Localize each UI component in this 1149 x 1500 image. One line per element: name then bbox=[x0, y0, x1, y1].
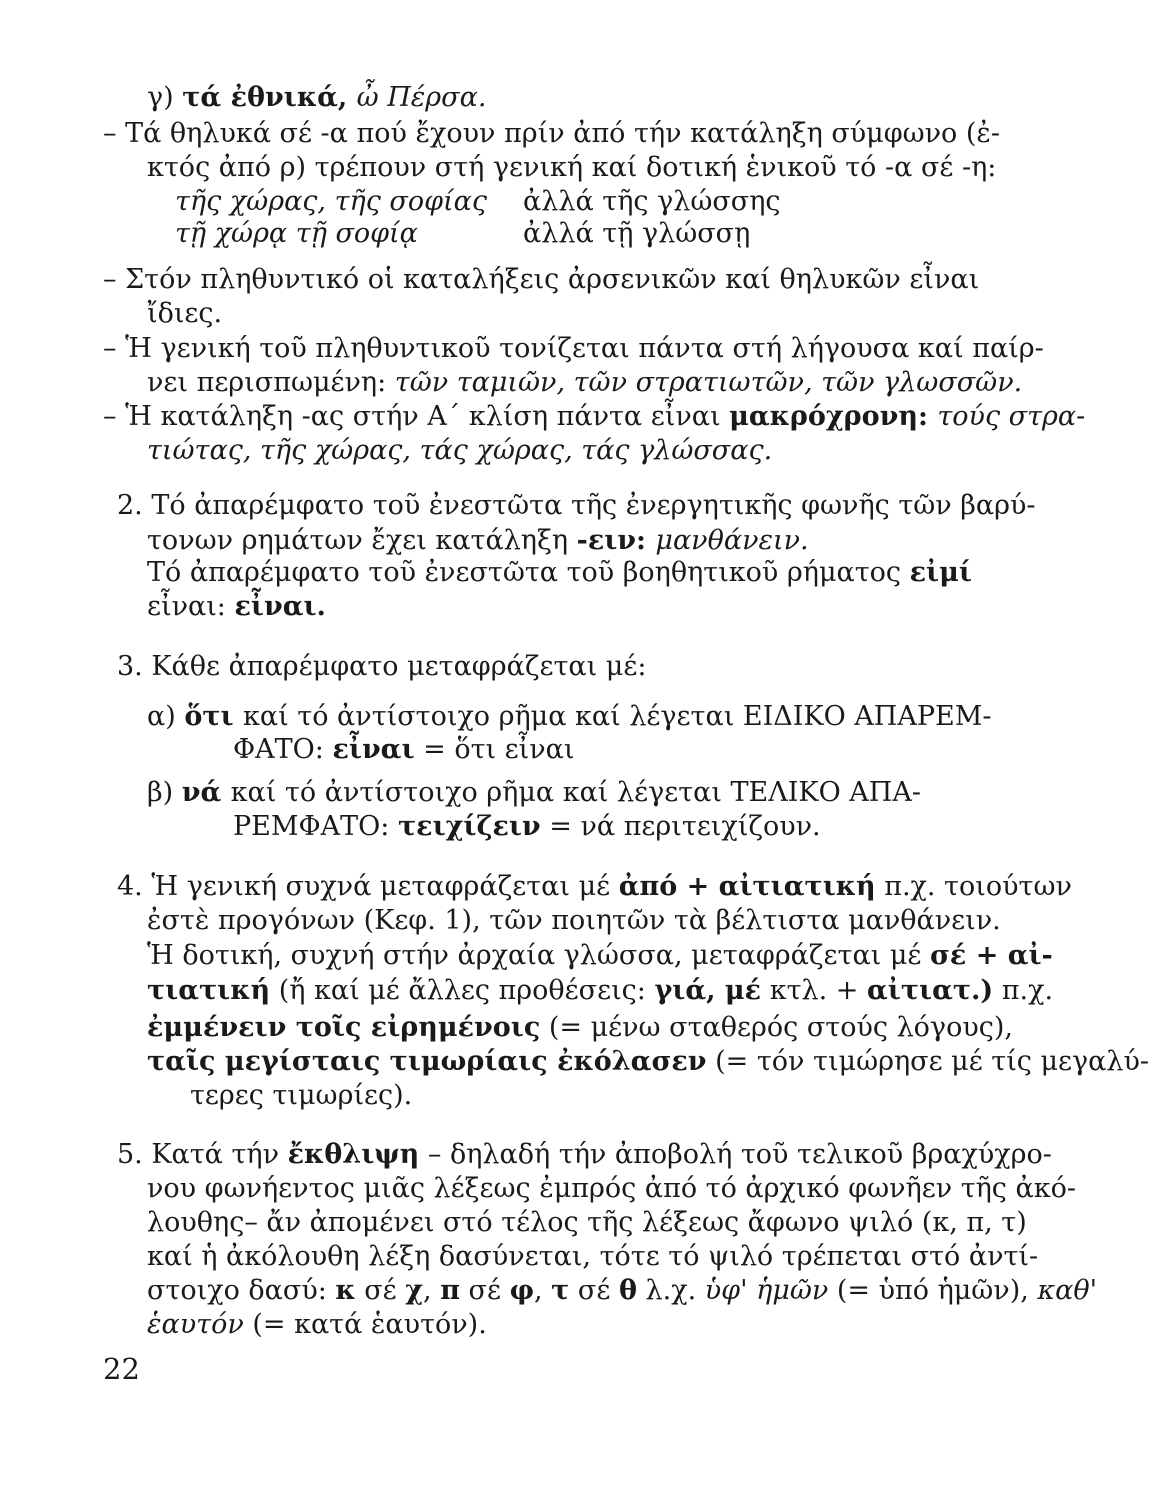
text-line bbox=[190, 1079, 412, 1113]
text-line bbox=[103, 332, 1044, 366]
text-run: εἶναι bbox=[332, 734, 415, 765]
text-line bbox=[147, 151, 996, 185]
text-line bbox=[117, 650, 646, 684]
text-run: σέ bbox=[569, 1275, 619, 1306]
text-run: α) bbox=[147, 701, 185, 732]
text-run: 5. Κατά τήν bbox=[117, 1139, 288, 1170]
text-line bbox=[147, 974, 1053, 1008]
text-run: – Ἡ κατάληξη -ας στήν Α΄ κλίση πάντα εἶναι bbox=[103, 401, 730, 432]
text-run: χ bbox=[405, 1275, 424, 1306]
text-run: γιά, μέ bbox=[654, 975, 762, 1006]
text-run: τῇ χώρᾳ τῇ σοφίᾳ bbox=[175, 218, 418, 249]
text-line bbox=[147, 1240, 1038, 1274]
text-line bbox=[147, 904, 1001, 938]
text-run: τῶν ταμιῶν, τῶν στρατιωτῶν, τῶν γλωσσῶν. bbox=[394, 367, 1023, 398]
text-run: τιώτας, τῆς χώρας, τάς χώρας, τάς γλώσσας. bbox=[147, 435, 773, 466]
text-run: , bbox=[534, 1275, 552, 1306]
text-run: κτλ. + bbox=[761, 975, 867, 1006]
text-run: Ἡ δοτική, συχνή στήν ἀρχαία γλώσσα, μεταφράζεται μέ bbox=[147, 940, 930, 971]
text-run: (= ὑπό ἡμῶν), bbox=[828, 1275, 1038, 1306]
text-run: ἀπό + αἰτιατική bbox=[618, 871, 876, 902]
text-run: λ.χ. bbox=[636, 1275, 705, 1306]
text-run: ΦΑΤΟ: bbox=[233, 734, 333, 765]
text-run: – Στόν πληθυντικό οἱ καταλήξεις ἀρσενικῶν καί θηλυκῶν εἶναι bbox=[103, 264, 980, 295]
text-run: τιατική bbox=[147, 975, 271, 1006]
text-line bbox=[147, 434, 772, 468]
text-run: ἀλλά τῆς γλώσσης bbox=[523, 186, 781, 217]
text-line bbox=[147, 1011, 1013, 1045]
text-line bbox=[147, 1274, 1097, 1308]
text-run: β) bbox=[147, 777, 182, 808]
text-run: 3. Κάθε ἀπαρέμφατο μεταφράζεται μέ: bbox=[117, 651, 647, 682]
text-run: σέ + αἰ- bbox=[929, 940, 1053, 971]
text-line bbox=[103, 400, 1085, 434]
text-run: π.χ. bbox=[993, 975, 1054, 1006]
text-run: νου φωνήεντος μιᾶς λέξεως ἐμπρός ἀπό τό ἀρχικό φωνῆεν τῆς ἀκό- bbox=[147, 1173, 1076, 1204]
text-run: -ειν: bbox=[576, 525, 656, 556]
text-run: σέ bbox=[459, 1275, 510, 1306]
text-run: τονων ρημάτων ἔχει κατάληξη bbox=[147, 525, 577, 556]
text-run: τειχίζειν bbox=[397, 811, 541, 842]
text-run: ἀλλά τῇ γλώσσῃ bbox=[523, 218, 751, 249]
text-run: ΡΕΜΦΑΤΟ: bbox=[233, 811, 398, 842]
text-run: 4. Ἡ γενική συχνά μεταφράζεται μέ bbox=[117, 871, 619, 902]
text-run: κτός ἀπό ρ) τρέπουν στή γενική καί δοτική ἑνικοῦ τό -α σέ -η: bbox=[147, 152, 997, 183]
text-run: ὅτι bbox=[184, 701, 243, 732]
text-run: καί τό ἀντίστοιχο ρῆμα καί λέγεται ΕΙΔΙΚΟ ΑΠΑΡΕΜ- bbox=[243, 701, 992, 732]
text-line bbox=[147, 776, 921, 810]
text-line bbox=[523, 217, 750, 251]
text-run: – δηλαδή τήν ἀποβολή τοῦ τελικοῦ βραχύχρο- bbox=[419, 1139, 1052, 1170]
page-number: 22 bbox=[103, 1352, 140, 1386]
text-run: (= κατά ἑαυτόν). bbox=[243, 1309, 487, 1340]
text-run: καί ἡ ἀκόλουθη λέξη δασύνεται, τότε τό ψιλό τρέπεται στό ἀντί- bbox=[147, 1241, 1039, 1272]
text-run: καί τό ἀντίστοιχο ρῆμα καί λέγεται ΤΕΛΙΚΟ ΑΠΑ- bbox=[230, 777, 921, 808]
text-run: λουθης– ἄν ἀπομένει στό τέλος τῆς λέξεως ἄφωνο ψιλό (κ, π, τ) bbox=[147, 1207, 1027, 1238]
text-run: σέ bbox=[355, 1275, 406, 1306]
text-run: νά bbox=[181, 777, 231, 808]
text-line bbox=[147, 939, 1053, 973]
text-run: τερες τιμωρίες). bbox=[190, 1080, 413, 1111]
text-run: – Τά θηλυκά σέ -α πού ἔχουν πρίν ἀπό τήν κατάληξη σύμφωνο (ἐ- bbox=[103, 118, 1001, 149]
text-line bbox=[147, 1172, 1076, 1206]
text-line bbox=[147, 1045, 1149, 1079]
text-run: μακρόχρονη: bbox=[729, 401, 938, 432]
text-line bbox=[117, 1138, 1052, 1172]
text-run: τ bbox=[551, 1275, 570, 1306]
text-run: θ bbox=[618, 1275, 637, 1306]
text-run: – Ἡ γενική τοῦ πληθυντικοῦ τονίζεται πάντα στή λήγουσα καί παίρ- bbox=[103, 333, 1044, 364]
text-run: ταῖς μεγίσταις τιμωρίαις ἐκόλασεν bbox=[147, 1046, 707, 1077]
text-run: ὦ Πέρσα. bbox=[356, 82, 487, 113]
text-line bbox=[103, 117, 1000, 151]
text-run: ἐμμένειν τοῖς εἰρημένοις bbox=[147, 1012, 541, 1043]
text-run: εἶναι: bbox=[147, 591, 235, 622]
text-run: = νά περιτειχίζουν. bbox=[540, 811, 821, 842]
text-run: (= μένω σταθερός στούς λόγους), bbox=[540, 1012, 1013, 1043]
text-line bbox=[103, 263, 979, 297]
text-run: εἶναι. bbox=[234, 591, 326, 622]
text-line bbox=[117, 870, 1072, 904]
text-run: ὑφ' ἡμῶν bbox=[704, 1275, 829, 1306]
text-line bbox=[147, 1308, 487, 1342]
text-line bbox=[147, 1206, 1027, 1240]
text-line bbox=[523, 185, 781, 219]
text-run: ἐστὲ προγόνων (Κεφ. 1), τῶν ποιητῶν τὰ βέλτιστα μανθάνειν. bbox=[147, 905, 1001, 936]
text-run: ἔκθλιψη bbox=[287, 1139, 420, 1170]
text-line bbox=[147, 366, 1022, 400]
text-line bbox=[147, 524, 809, 558]
text-run: Τό ἀπαρέμφατο τοῦ ἐνεστῶτα τοῦ βοηθητικοῦ ρήματος bbox=[147, 557, 910, 588]
text-line bbox=[233, 810, 821, 844]
text-line bbox=[233, 733, 575, 767]
text-line bbox=[147, 590, 326, 624]
text-run: αἰτιατ.) bbox=[867, 975, 994, 1006]
text-run: φ bbox=[509, 1275, 534, 1306]
text-run: καθ' bbox=[1037, 1275, 1098, 1306]
text-run: , bbox=[423, 1275, 441, 1306]
text-run: π bbox=[440, 1275, 460, 1306]
text-run: 2. Τό ἀπαρέμφατο τοῦ ἐνεστῶτα τῆς ἐνεργητικῆς φωνῆς τῶν βαρύ- bbox=[117, 490, 1036, 521]
text-run: τούς στρα- bbox=[937, 401, 1086, 432]
text-run: ἴδιες. bbox=[147, 298, 223, 329]
text-run: π.χ. τοιούτων bbox=[875, 871, 1072, 902]
text-line bbox=[147, 700, 992, 734]
text-run: (= τόν τιμώρησε μέ τίς μεγαλύ- bbox=[706, 1046, 1149, 1077]
text-run: στοιχο δασύ: bbox=[147, 1275, 336, 1306]
text-line bbox=[175, 185, 487, 219]
text-line bbox=[147, 297, 222, 331]
text-run: τῆς χώρας, τῆς σοφίας bbox=[175, 186, 487, 217]
text-run: γ) bbox=[147, 82, 183, 113]
text-line bbox=[147, 81, 486, 115]
text-line bbox=[117, 489, 1036, 523]
text-run: = ὅτι εἶναι bbox=[414, 734, 575, 765]
text-run: μανθάνειν. bbox=[655, 525, 809, 556]
text-line bbox=[175, 217, 418, 251]
text-run: (ἤ καί μέ ἄλλες προθέσεις: bbox=[270, 975, 655, 1006]
text-run: ἑαυτόν bbox=[147, 1309, 244, 1340]
text-run: εἰμί bbox=[909, 557, 972, 588]
text-run: τά ἐθνικά, bbox=[182, 82, 357, 113]
text-run: νει περισπωμένη: bbox=[147, 367, 395, 398]
text-run: κ bbox=[335, 1275, 356, 1306]
text-line bbox=[147, 556, 972, 590]
